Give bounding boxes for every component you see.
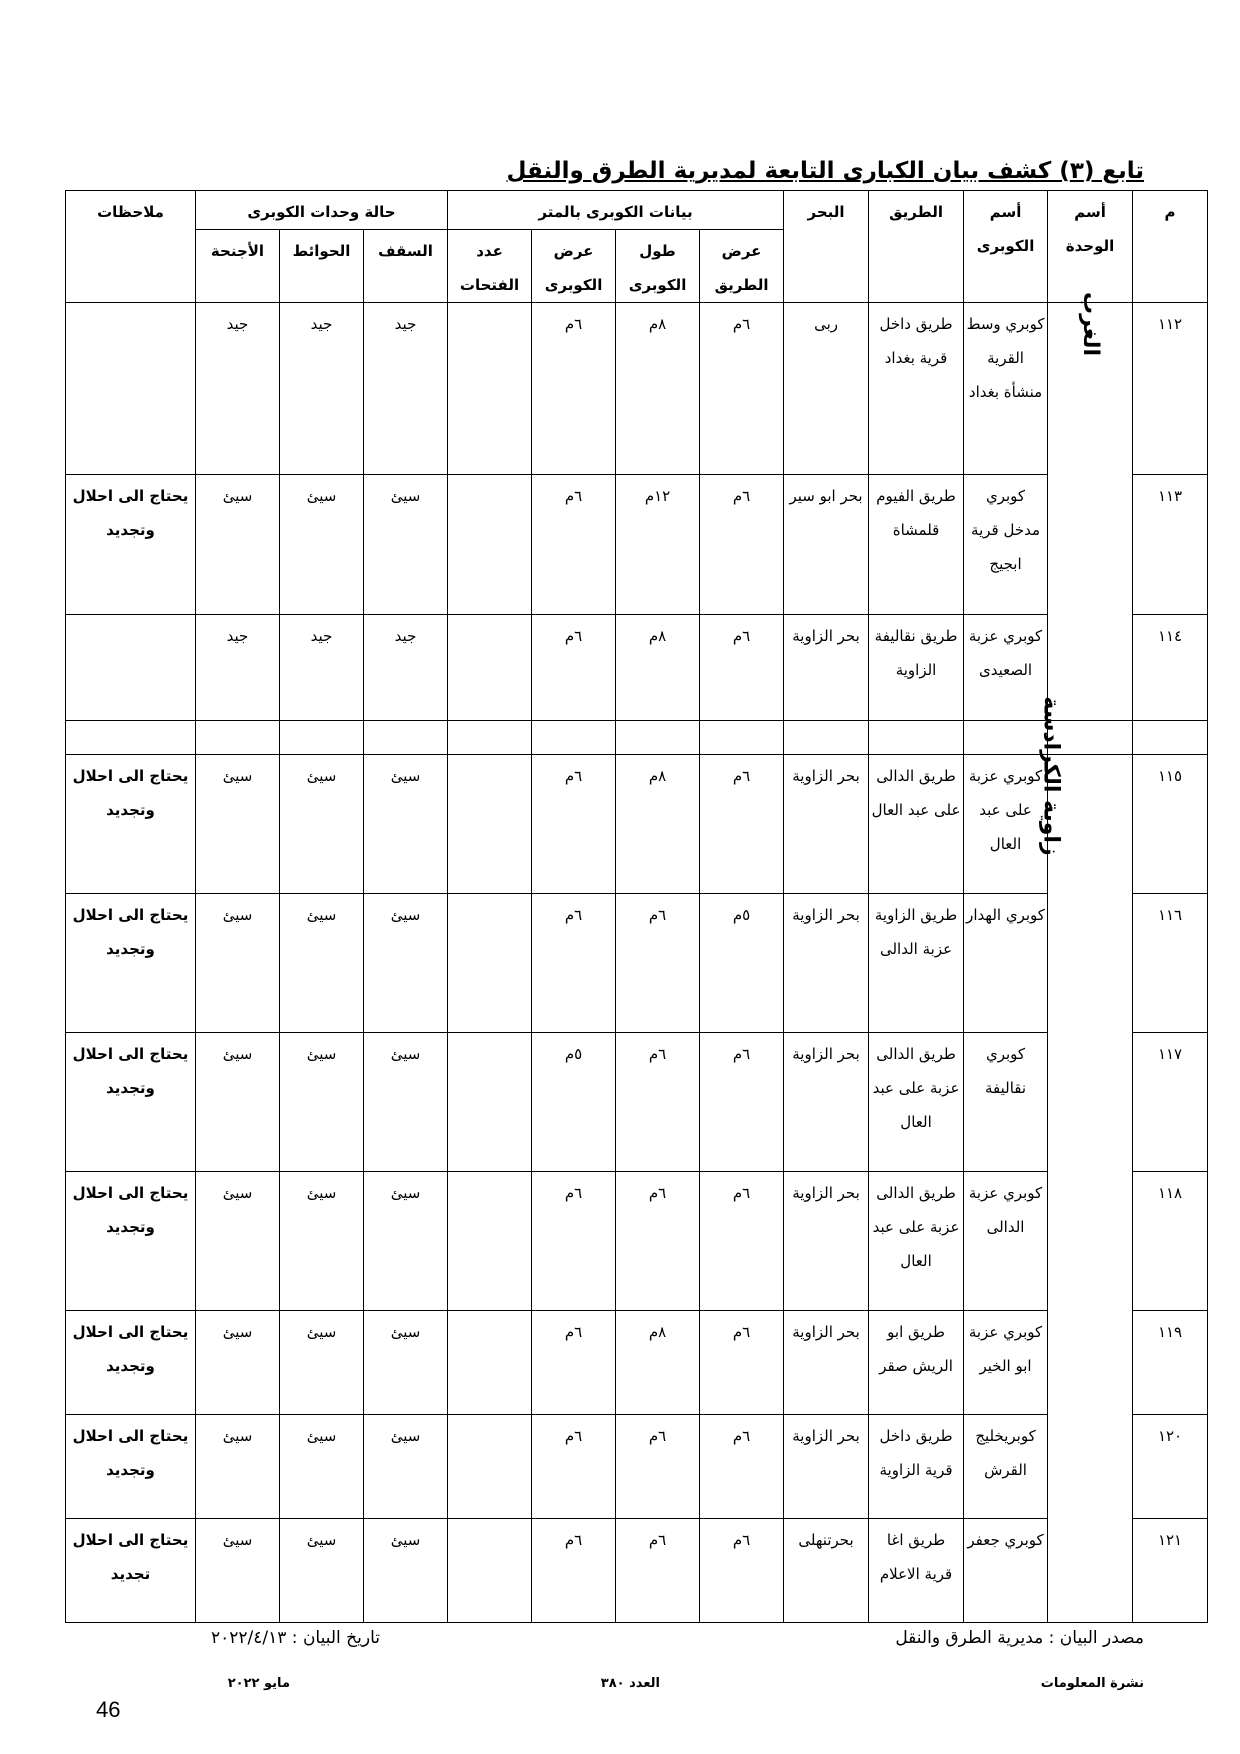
notes: [66, 615, 196, 721]
bridge-width: ٦م: [532, 1519, 616, 1623]
notes: يحتاج الى احلال وتجديد: [66, 1172, 196, 1311]
notes: يحتاج الى احلال وتجديد: [66, 1033, 196, 1172]
road-name: طريق ابو الريش صقر: [869, 1311, 964, 1415]
header-walls: الحوائط: [280, 230, 364, 303]
unit-cell: [1048, 291, 1133, 721]
header-condition: حالة وحدات الكوبرى: [196, 191, 448, 230]
openings: [448, 475, 532, 615]
roof-condition: سيئ: [364, 1033, 448, 1172]
empty-cell: [784, 721, 869, 755]
walls-condition: سيئ: [280, 894, 364, 1033]
notes: يحتاج الى احلال تجديد: [66, 1519, 196, 1623]
table-row: [66, 303, 1208, 475]
bridge-length: ٨م: [616, 1311, 700, 1415]
openings: [448, 615, 532, 721]
empty-cell: [869, 721, 964, 755]
header-canal: البحر: [784, 191, 869, 303]
header-row-1: [66, 191, 1208, 230]
road-width: ٦م: [700, 475, 784, 615]
issue-number: العدد ٣٨٠: [600, 1676, 660, 1691]
empty-cell: [700, 721, 784, 755]
row-num: ١١٦: [1133, 894, 1208, 1033]
openings: [448, 1172, 532, 1311]
bridge-length: ١٢م: [616, 475, 700, 615]
wings-condition: سيئ: [196, 1519, 280, 1623]
bridge-length: ٨م: [616, 615, 700, 721]
bridge-width: ٦م: [532, 1172, 616, 1311]
roof-condition: جيد: [364, 303, 448, 475]
roof-condition: سيئ: [364, 755, 448, 894]
table-row: [66, 1519, 1208, 1623]
header-bridge-line2: الكوبرى: [976, 237, 1035, 255]
bridge-width: ٦م: [532, 475, 616, 615]
bridges-table: [65, 190, 1208, 1623]
header-unit-line1: أسم: [1074, 203, 1106, 221]
header-bridge-width-line1: عرض: [553, 242, 594, 260]
bridge-name: كوبري وسط القرية منشأة بغداد: [964, 303, 1048, 475]
row-num: ١١٥: [1133, 755, 1208, 894]
table-row: [66, 894, 1208, 1033]
row-num: ١٢٠: [1133, 1415, 1208, 1519]
empty-cell: [66, 721, 196, 755]
walls-condition: سيئ: [280, 1311, 364, 1415]
bulletin-name: نشرة المعلومات: [1040, 1676, 1144, 1691]
bridge-width: ٦م: [532, 1311, 616, 1415]
openings: [448, 894, 532, 1033]
bridge-name: كوبري عزبة ابو الخير: [964, 1311, 1048, 1415]
road-name: طريق داخل قرية الزاوية: [869, 1415, 964, 1519]
wings-condition: سيئ: [196, 1033, 280, 1172]
road-name: طريق داخل قرية بغداد: [869, 303, 964, 475]
empty-cell: [280, 721, 364, 755]
road-width: ٦م: [700, 615, 784, 721]
bridge-length: ٨م: [616, 303, 700, 475]
walls-condition: جيد: [280, 615, 364, 721]
road-width: ٦م: [700, 1311, 784, 1415]
header-unit-line2: الوحدة: [1065, 237, 1115, 255]
openings: [448, 303, 532, 475]
roof-condition: جيد: [364, 615, 448, 721]
header-bridge-length-line2: الكوبرى: [628, 276, 687, 294]
header-bridge-name: [964, 191, 1048, 303]
bridge-length: ٦م: [616, 1519, 700, 1623]
header-bridge-width: [532, 230, 616, 303]
roof-condition: سيئ: [364, 1172, 448, 1311]
empty-cell: [616, 721, 700, 755]
table-row: [66, 1033, 1208, 1172]
roof-condition: سيئ: [364, 1519, 448, 1623]
canal-name: بحر الزاوية: [784, 1415, 869, 1519]
row-num: ١٢١: [1133, 1519, 1208, 1623]
wings-condition: سيئ: [196, 1311, 280, 1415]
bridge-width: ٦م: [532, 894, 616, 1033]
empty-cell: [364, 721, 448, 755]
bridge-length: ٦م: [616, 1415, 700, 1519]
table-row: [66, 1415, 1208, 1519]
openings: [448, 1311, 532, 1415]
header-road-width-line2: الطريق: [714, 276, 769, 294]
openings: [448, 755, 532, 894]
bridge-name: كوبري الهدار: [964, 894, 1048, 1033]
unit-name: الغرب: [1078, 291, 1104, 357]
roof-condition: سيئ: [364, 894, 448, 1033]
bridge-name: كوبريخليج القرش: [964, 1415, 1048, 1519]
table-row: [66, 475, 1208, 615]
header-road-width-line1: عرض: [721, 242, 762, 260]
wings-condition: سيئ: [196, 1415, 280, 1519]
header-roof: السقف: [364, 230, 448, 303]
road-width: ٥م: [700, 894, 784, 1033]
openings: [448, 1415, 532, 1519]
row-num: ١١٨: [1133, 1172, 1208, 1311]
empty-cell: [196, 721, 280, 755]
wings-condition: سيئ: [196, 475, 280, 615]
walls-condition: سيئ: [280, 475, 364, 615]
bridge-name: كوبري عزبة الدالى: [964, 1172, 1048, 1311]
road-name: طريق اغا قرية الاعلام: [869, 1519, 964, 1623]
road-name: طريق الدالى عزبة على عبد العال: [869, 1033, 964, 1172]
bridge-length: ٨م: [616, 755, 700, 894]
header-notes: ملاحظات: [66, 191, 196, 303]
bridge-length: ٦م: [616, 894, 700, 1033]
header-road: الطريق: [869, 191, 964, 303]
openings: [448, 1033, 532, 1172]
roof-condition: سيئ: [364, 475, 448, 615]
road-width: ٦م: [700, 303, 784, 475]
notes: يحتاج الى احلال وتجديد: [66, 894, 196, 1033]
row-num: ١١٧: [1133, 1033, 1208, 1172]
walls-condition: سيئ: [280, 1033, 364, 1172]
data-source: مصدر البيان : مديرية الطرق والنقل: [895, 1628, 1144, 1648]
table-row: [66, 1172, 1208, 1311]
canal-name: بحر الزاوية: [784, 755, 869, 894]
bridge-width: ٥م: [532, 1033, 616, 1172]
notes: يحتاج الى احلال وتجديد: [66, 755, 196, 894]
header-road-width: [700, 230, 784, 303]
data-date: تاريخ البيان : ٢٠٢٢/٤/١٣: [211, 1628, 380, 1648]
canal-name: ربى: [784, 303, 869, 475]
walls-condition: جيد: [280, 303, 364, 475]
notes: يحتاج الى احلال وتجديد: [66, 1415, 196, 1519]
road-width: ٦م: [700, 755, 784, 894]
wings-condition: سيئ: [196, 755, 280, 894]
header-num: م: [1133, 191, 1208, 303]
table-row: [66, 1311, 1208, 1415]
notes: [66, 303, 196, 475]
openings: [448, 1519, 532, 1623]
walls-condition: سيئ: [280, 1519, 364, 1623]
unit-cell: [1038, 696, 1133, 1623]
road-width: ٦م: [700, 1415, 784, 1519]
road-name: طريق الفيوم قلمشاة: [869, 475, 964, 615]
bridge-name: كوبري جعفر: [964, 1519, 1048, 1623]
header-bridge-width-line2: الكوبرى: [544, 276, 603, 294]
wings-condition: جيد: [196, 615, 280, 721]
header-bridge-line1: أسم: [989, 203, 1022, 221]
empty-cell: [532, 721, 616, 755]
canal-name: بحر ابو سير: [784, 475, 869, 615]
canal-name: بحر الزاوية: [784, 894, 869, 1033]
bridge-name: كوبري عزبة الصعيدى: [964, 615, 1048, 721]
row-num: ١١٣: [1133, 475, 1208, 615]
unit-name: زاوية الكرادسة: [1038, 696, 1064, 856]
header-unit: [1048, 191, 1133, 303]
header-bridge-length: [616, 230, 700, 303]
road-width: ٦م: [700, 1033, 784, 1172]
page-title: تابع (٣) كشف بيان الكبارى التابعة لمديرية الطرق والنقل: [506, 158, 1144, 184]
wings-condition: جيد: [196, 303, 280, 475]
empty-cell: [1133, 721, 1208, 755]
table-row: [66, 755, 1208, 894]
roof-condition: سيئ: [364, 1311, 448, 1415]
bridge-length: ٦م: [616, 1172, 700, 1311]
road-name: طريق الدالى عزبة على عبد العال: [869, 1172, 964, 1311]
header-openings-line2: الفتحات: [459, 276, 520, 294]
row-num: ١١٢: [1133, 303, 1208, 475]
road-width: ٦م: [700, 1172, 784, 1311]
canal-name: بحر الزاوية: [784, 1172, 869, 1311]
wings-condition: سيئ: [196, 894, 280, 1033]
bridge-width: ٦م: [532, 1415, 616, 1519]
bridge-width: ٦م: [532, 303, 616, 475]
road-width: ٦م: [700, 1519, 784, 1623]
bridge-length: ٦م: [616, 1033, 700, 1172]
wings-condition: سيئ: [196, 1172, 280, 1311]
canal-name: بحر الزاوية: [784, 615, 869, 721]
canal-name: بحر الزاوية: [784, 1033, 869, 1172]
road-name: طريق نقاليفة الزاوية: [869, 615, 964, 721]
row-num: ١١٤: [1133, 615, 1208, 721]
road-name: طريق الدالى على عبد العال: [869, 755, 964, 894]
canal-name: بحر الزاوية: [784, 1311, 869, 1415]
bridge-width: ٦م: [532, 615, 616, 721]
roof-condition: سيئ: [364, 1415, 448, 1519]
notes: يحتاج الى احلال وتجديد: [66, 1311, 196, 1415]
walls-condition: سيئ: [280, 755, 364, 894]
walls-condition: سيئ: [280, 1172, 364, 1311]
bridge-name: كوبري مدخل قرية ابجيج: [964, 475, 1048, 615]
header-openings: [448, 230, 532, 303]
bridge-name: كوبري نقاليفة: [964, 1033, 1048, 1172]
row-num: ١١٩: [1133, 1311, 1208, 1415]
page-number: 46: [96, 1697, 121, 1722]
road-name: طريق الزاوية عزبة الدالى: [869, 894, 964, 1033]
bridge-width: ٦م: [532, 755, 616, 894]
canal-name: بحرتنهلى: [784, 1519, 869, 1623]
header-wings: الأجنحة: [196, 230, 280, 303]
bridge-name: كوبري عزبة على عبد العال: [964, 755, 1048, 894]
empty-cell: [448, 721, 532, 755]
walls-condition: سيئ: [280, 1415, 364, 1519]
header-bridge-data: بيانات الكوبرى بالمتر: [448, 191, 784, 230]
header-openings-line1: عدد: [476, 242, 503, 260]
issue-month: مايو ٢٠٢٢: [227, 1676, 290, 1691]
notes: يحتاج الى احلال وتجديد: [66, 475, 196, 615]
header-bridge-length-line1: طول: [639, 242, 676, 260]
